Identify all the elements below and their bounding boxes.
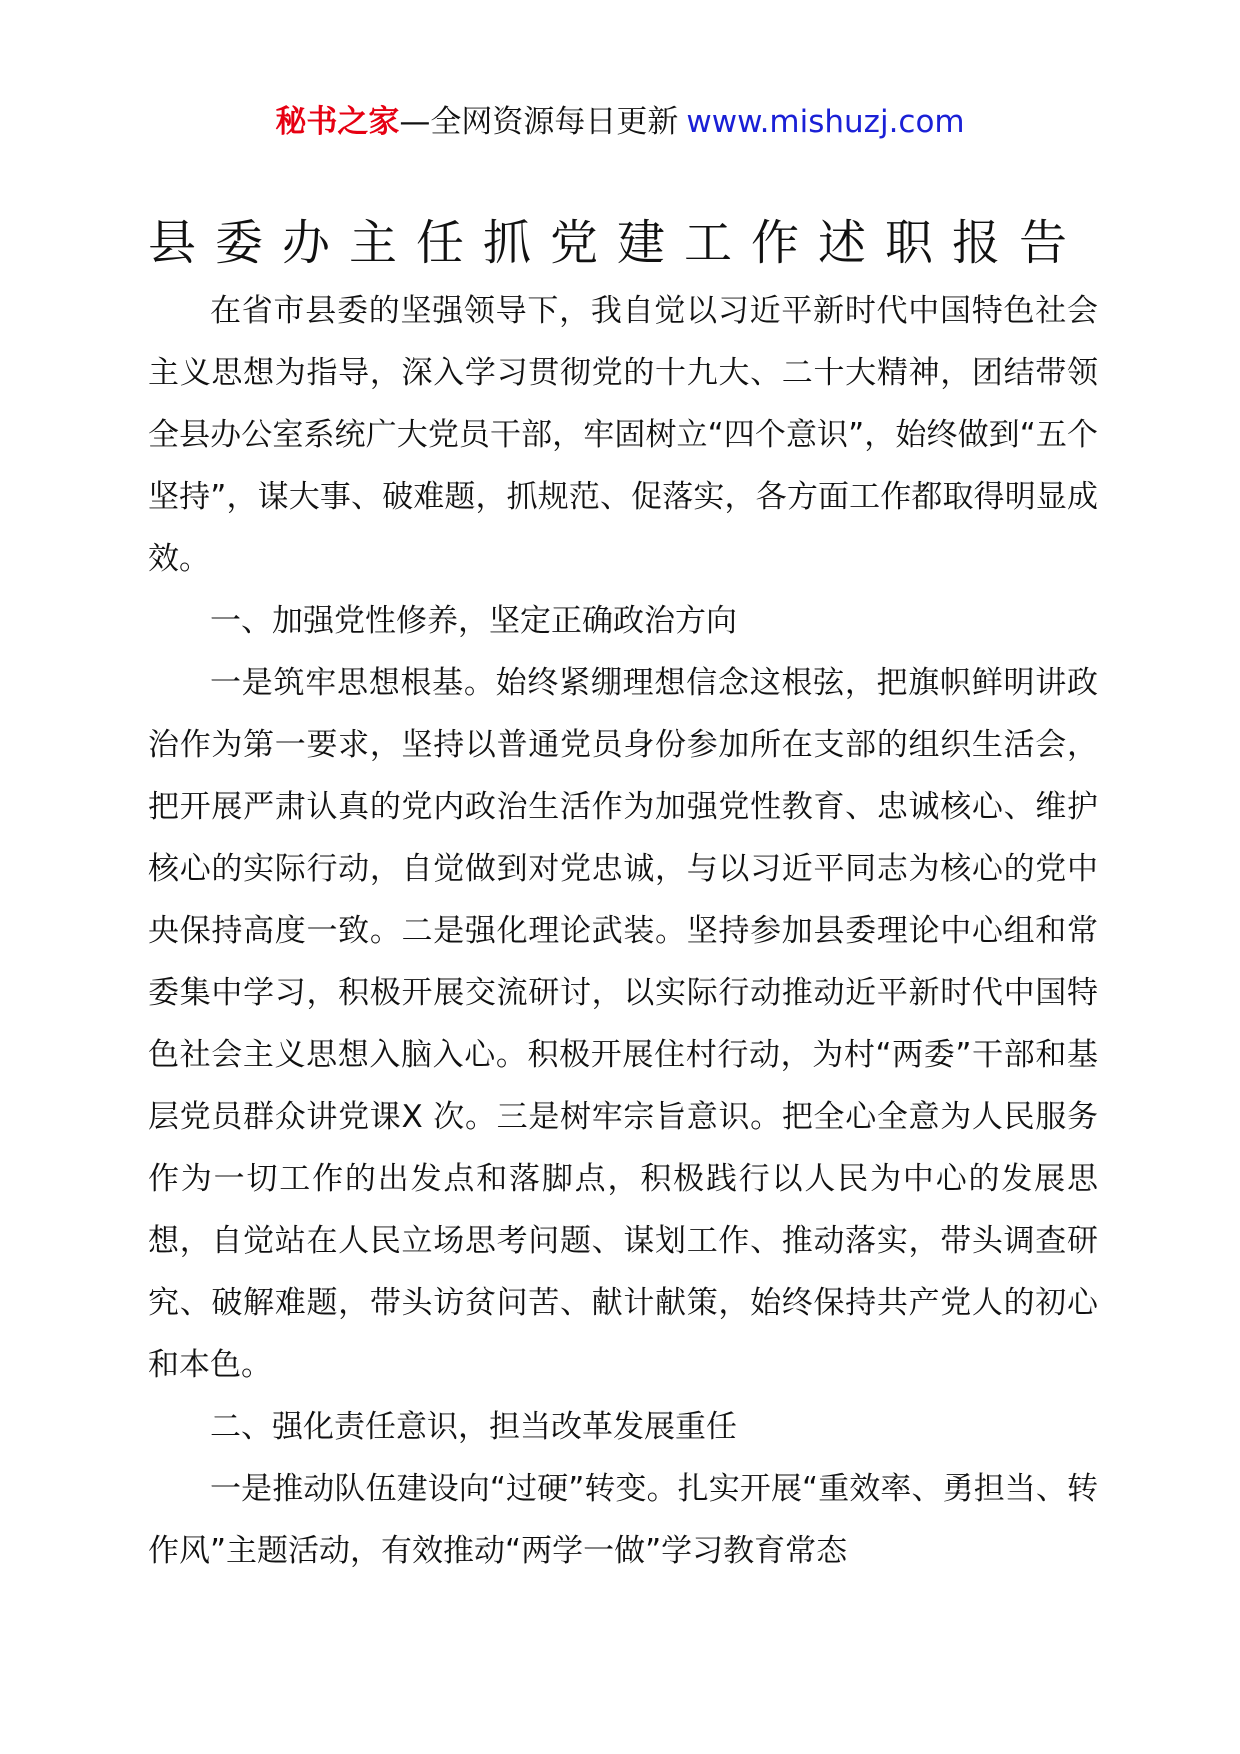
site-brand: 秘书之家 [275,104,400,140]
section-2-paragraph: 一是推动队伍建设向“过硬”转变。扎实开展“重效率、勇担当、转作风”主题活动，有效推动“两学一做”学习教育常态 [148,1471,1098,1569]
intro-paragraph: 在省市县委的坚强领导下，我自觉以习近平新时代中国特色社会主义思想为指导，深入学习贯彻党的十九大、二十大精神，团结带领全县办公室系统广大党员干部，牢固树立“四个意识”，始终做到“五个坚持”，谋大事、破难题，抓规范、促落实，各方面工作都取得明显成效。 [148,293,1098,577]
site-tagline: —全网资源每日更新 [399,104,679,140]
section-heading-2: 二、强化责任意识，担当改革发展重任 [210,1409,737,1445]
site-header [0,100,1240,144]
document-body [148,280,1098,1582]
section-heading-1: 一、加强党性修养，坚定正确政治方向 [210,603,737,639]
section-1-paragraph: 一是筑牢思想根基。始终紧绷理想信念这根弦，把旗帜鲜明讲政治作为第一要求，坚持以普通党员身份参加所在支部的组织生活会，把开展严肃认真的党内政治生活作为加强党性教育、忠诚核心、维护核心的实际行动，自觉做到对党忠诚，与以习近平同志为核心的党中央保持高度一致。二是强化理论武装。坚持参加县委理论中心组和常委集中学习，积极开展交流研讨，以实际行动推动近平新时代中国特色社会主义思想入脑入心。积极开展住村行动，为村“两委”干部和基层党员群众讲党课X 次。三是树牢宗旨意识。把全心全意为人民服务作为一切工作的出发点和落脚点，积极践行以人民为中心的发展思想，自觉站在人民立场思考问题、谋划工作、推动落实，带头调查研究、破解难题，带头访贫问苦、献计献策，始终保持共产党人的初心和本色。 [148,665,1098,1383]
site-url-link[interactable]: www.mishuzj.com [686,104,965,140]
document-title: 县委办主任抓党建工作述职报告 [148,215,1087,271]
